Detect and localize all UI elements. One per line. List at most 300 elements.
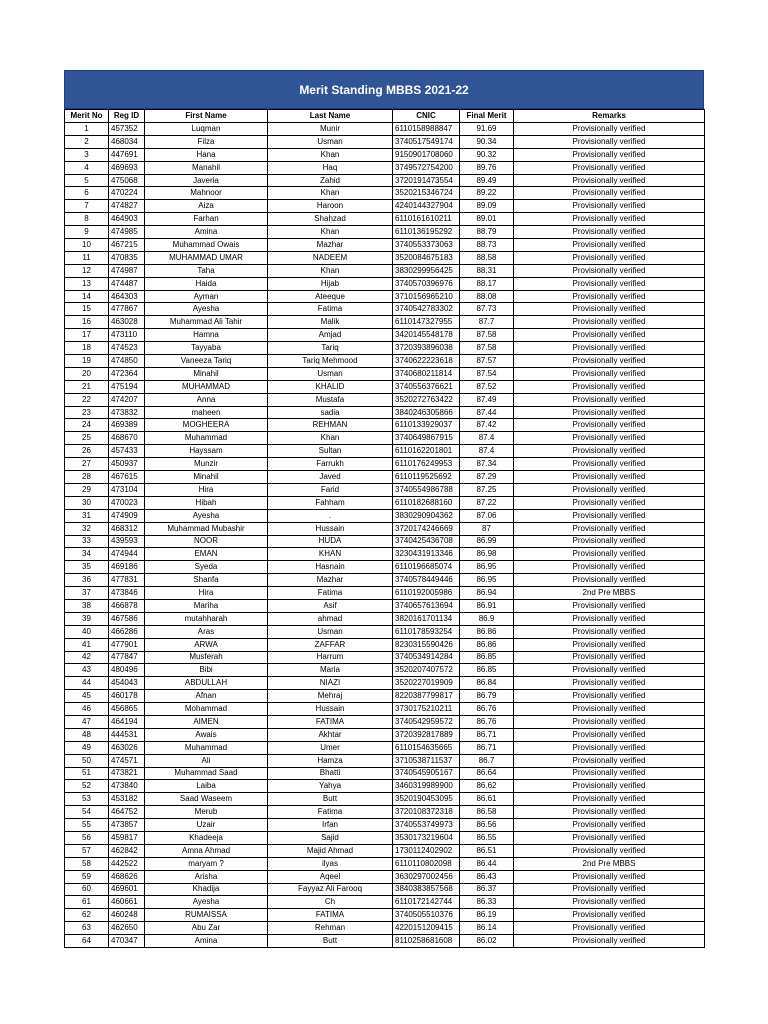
merit-no-cell: 54 (65, 806, 109, 819)
remarks-cell: Provisionally verified (514, 638, 705, 651)
last-name-cell: FATIMA (268, 715, 393, 728)
cnic-cell: 6110196685074 (393, 561, 460, 574)
reg-id-cell: 473110 (109, 329, 145, 342)
final-merit-cell: 86.94 (460, 587, 514, 600)
first-name-cell: Minahil (145, 367, 268, 380)
final-merit-cell: 87.25 (460, 483, 514, 496)
remarks-cell: Provisionally verified (514, 574, 705, 587)
first-name-cell: Awais (145, 728, 268, 741)
remarks-cell: Provisionally verified (514, 161, 705, 174)
remarks-cell: Provisionally verified (514, 548, 705, 561)
reg-id-cell: 470224 (109, 187, 145, 200)
cnic-cell: 3740542783302 (393, 303, 460, 316)
remarks-cell: Provisionally verified (514, 432, 705, 445)
remarks-cell: Provisionally verified (514, 728, 705, 741)
merit-no-cell: 30 (65, 496, 109, 509)
last-name-cell: Fatima (268, 806, 393, 819)
reg-id-cell: 474207 (109, 393, 145, 406)
merit-no-cell: 16 (65, 316, 109, 329)
reg-id-cell: 469693 (109, 161, 145, 174)
first-name-cell: Filza (145, 135, 268, 148)
first-name-cell: Muhammad (145, 741, 268, 754)
table-row (65, 767, 705, 780)
merit-no-cell: 3 (65, 148, 109, 161)
reg-id-cell: 474827 (109, 200, 145, 213)
table-row (65, 290, 705, 303)
reg-id-cell: 460248 (109, 909, 145, 922)
first-name-cell: EMAN (145, 548, 268, 561)
final-merit-cell: 88.58 (460, 251, 514, 264)
table-row (65, 161, 705, 174)
last-name-cell: Farrukh (268, 458, 393, 471)
cnic-cell: 3740657613694 (393, 599, 460, 612)
remarks-cell: Provisionally verified (514, 213, 705, 226)
final-merit-cell: 87.49 (460, 393, 514, 406)
table-row (65, 638, 705, 651)
reg-id-cell: 468626 (109, 870, 145, 883)
final-merit-cell: 88.73 (460, 239, 514, 252)
first-name-cell: Muhammad Owais (145, 239, 268, 252)
cnic-cell: 3740534914284 (393, 651, 460, 664)
merit-no-cell: 10 (65, 239, 109, 252)
last-name-cell: Irfan (268, 819, 393, 832)
merit-no-cell: 45 (65, 690, 109, 703)
table-row (65, 316, 705, 329)
table-row (65, 200, 705, 213)
table-row (65, 819, 705, 832)
final-merit-cell: 87.52 (460, 380, 514, 393)
cnic-cell: 3520084675183 (393, 251, 460, 264)
reg-id-cell: 470835 (109, 251, 145, 264)
sheet-title: Merit Standing MBBS 2021-22 (64, 70, 704, 109)
cnic-cell: 3820161701134 (393, 612, 460, 625)
final-merit-cell: 87.42 (460, 419, 514, 432)
reg-id-cell: 454043 (109, 677, 145, 690)
last-name-cell: Hasnain (268, 561, 393, 574)
remarks-cell: Provisionally verified (514, 935, 705, 948)
final-merit-cell: 88.08 (460, 290, 514, 303)
last-name-cell: Asif (268, 599, 393, 612)
first-name-cell: Hayssam (145, 445, 268, 458)
table-row (65, 831, 705, 844)
last-name-cell: Haroon (268, 200, 393, 213)
remarks-cell: Provisionally verified (514, 780, 705, 793)
cnic-cell: 3460319989900 (393, 780, 460, 793)
reg-id-cell: 469601 (109, 883, 145, 896)
merit-no-cell: 17 (65, 329, 109, 342)
final-merit-cell: 87.7 (460, 316, 514, 329)
table-row (65, 135, 705, 148)
reg-id-cell: 460178 (109, 690, 145, 703)
cnic-cell: 6110182688160 (393, 496, 460, 509)
remarks-cell: Provisionally verified (514, 819, 705, 832)
header-row (65, 110, 705, 123)
table-row (65, 445, 705, 458)
remarks-cell: Provisionally verified (514, 715, 705, 728)
reg-id-cell: 477831 (109, 574, 145, 587)
final-merit-cell: 87.73 (460, 303, 514, 316)
final-merit-cell: 86.99 (460, 535, 514, 548)
final-merit-cell: 86.71 (460, 741, 514, 754)
last-name-cell: NADEEM (268, 251, 393, 264)
first-name-cell: Tayyaba (145, 342, 268, 355)
table-row (65, 728, 705, 741)
first-name-cell: Mahnoor (145, 187, 268, 200)
final-merit-cell: 86.86 (460, 638, 514, 651)
last-name-cell: Usman (268, 367, 393, 380)
merit-no-cell: 14 (65, 290, 109, 303)
remarks-cell: Provisionally verified (514, 896, 705, 909)
header-first-name: First Name (145, 110, 268, 123)
merit-no-cell: 21 (65, 380, 109, 393)
reg-id-cell: 457352 (109, 123, 145, 136)
reg-id-cell: 477901 (109, 638, 145, 651)
final-merit-cell: 88.17 (460, 277, 514, 290)
first-name-cell: Minahil (145, 471, 268, 484)
merit-no-cell: 61 (65, 896, 109, 909)
reg-id-cell: 469186 (109, 561, 145, 574)
merit-no-cell: 41 (65, 638, 109, 651)
reg-id-cell: 464752 (109, 806, 145, 819)
remarks-cell: Provisionally verified (514, 342, 705, 355)
header-reg-id: Reg ID (109, 110, 145, 123)
cnic-cell: 6110136195292 (393, 226, 460, 239)
remarks-cell: Provisionally verified (514, 806, 705, 819)
cnic-cell: 6110178593254 (393, 625, 460, 638)
first-name-cell: MUHAMMAD UMAR (145, 251, 268, 264)
cnic-cell: 8220387799817 (393, 690, 460, 703)
remarks-cell: Provisionally verified (514, 625, 705, 638)
reg-id-cell: 473832 (109, 406, 145, 419)
cnic-cell: 3720174246669 (393, 522, 460, 535)
reg-id-cell: 450937 (109, 458, 145, 471)
reg-id-cell: 468670 (109, 432, 145, 445)
remarks-cell: Provisionally verified (514, 419, 705, 432)
table-row (65, 483, 705, 496)
reg-id-cell: 472364 (109, 367, 145, 380)
first-name-cell: Ayesha (145, 896, 268, 909)
table-row (65, 187, 705, 200)
table-row (65, 703, 705, 716)
cnic-cell: 3740578449446 (393, 574, 460, 587)
cnic-cell: 6110162201801 (393, 445, 460, 458)
cnic-cell: 3740545905167 (393, 767, 460, 780)
table-row (65, 664, 705, 677)
last-name-cell: Hussain (268, 703, 393, 716)
table-row (65, 922, 705, 935)
reg-id-cell: 469389 (109, 419, 145, 432)
table-row (65, 329, 705, 342)
final-merit-cell: 86.85 (460, 664, 514, 677)
cnic-cell: 3740505510376 (393, 909, 460, 922)
reg-id-cell: 475194 (109, 380, 145, 393)
table-body (65, 123, 705, 948)
table-row (65, 303, 705, 316)
last-name-cell: Fatima (268, 303, 393, 316)
first-name-cell: NOOR (145, 535, 268, 548)
merit-no-cell: 49 (65, 741, 109, 754)
last-name-cell: Shahzad (268, 213, 393, 226)
last-name-cell: Khan (268, 187, 393, 200)
merit-no-cell: 59 (65, 870, 109, 883)
remarks-cell: Provisionally verified (514, 355, 705, 368)
last-name-cell: Butt (268, 935, 393, 948)
cnic-cell: 3730175210211 (393, 703, 460, 716)
table-row (65, 239, 705, 252)
remarks-cell: Provisionally verified (514, 496, 705, 509)
remarks-cell: Provisionally verified (514, 612, 705, 625)
merit-no-cell: 46 (65, 703, 109, 716)
merit-no-cell: 23 (65, 406, 109, 419)
merit-no-cell: 38 (65, 599, 109, 612)
last-name-cell: ZAFFAR (268, 638, 393, 651)
first-name-cell: Luqman (145, 123, 268, 136)
table-row (65, 471, 705, 484)
cnic-cell: 6110161610211 (393, 213, 460, 226)
merit-no-cell: 36 (65, 574, 109, 587)
final-merit-cell: 86.79 (460, 690, 514, 703)
merit-no-cell: 58 (65, 857, 109, 870)
reg-id-cell: 444531 (109, 728, 145, 741)
merit-no-cell: 52 (65, 780, 109, 793)
cnic-cell: 3520227019909 (393, 677, 460, 690)
merit-no-cell: 35 (65, 561, 109, 574)
first-name-cell: Muhammad Mubashir (145, 522, 268, 535)
last-name-cell: Munir (268, 123, 393, 136)
final-merit-cell: 87.58 (460, 342, 514, 355)
merit-no-cell: 64 (65, 935, 109, 948)
table-row (65, 213, 705, 226)
remarks-cell: Provisionally verified (514, 870, 705, 883)
final-merit-cell: 86.95 (460, 574, 514, 587)
merit-no-cell: 48 (65, 728, 109, 741)
reg-id-cell: 460661 (109, 896, 145, 909)
first-name-cell: Muhammad Ali Tahir (145, 316, 268, 329)
final-merit-cell: 88.79 (460, 226, 514, 239)
cnic-cell: 3840383857568 (393, 883, 460, 896)
final-merit-cell: 86.84 (460, 677, 514, 690)
table-row (65, 548, 705, 561)
table-row (65, 870, 705, 883)
last-name-cell: Majid Ahmad (268, 844, 393, 857)
final-merit-cell: 86.19 (460, 909, 514, 922)
merit-no-cell: 34 (65, 548, 109, 561)
reg-id-cell: 453182 (109, 793, 145, 806)
last-name-cell: Ch (268, 896, 393, 909)
cnic-cell: 3520272763422 (393, 393, 460, 406)
reg-id-cell: 473857 (109, 819, 145, 832)
reg-id-cell: 467215 (109, 239, 145, 252)
final-merit-cell: 86.37 (460, 883, 514, 896)
final-merit-cell: 89.49 (460, 174, 514, 187)
reg-id-cell: 473840 (109, 780, 145, 793)
reg-id-cell: 462650 (109, 922, 145, 935)
final-merit-cell: 86.51 (460, 844, 514, 857)
reg-id-cell: 457433 (109, 445, 145, 458)
remarks-cell: Provisionally verified (514, 329, 705, 342)
cnic-cell: 3740649867915 (393, 432, 460, 445)
remarks-cell: Provisionally verified (514, 703, 705, 716)
last-name-cell: ahmad (268, 612, 393, 625)
reg-id-cell: 459817 (109, 831, 145, 844)
reg-id-cell: 474523 (109, 342, 145, 355)
remarks-cell: Provisionally verified (514, 522, 705, 535)
last-name-cell: . (268, 509, 393, 522)
reg-id-cell: 464303 (109, 290, 145, 303)
merit-no-cell: 29 (65, 483, 109, 496)
merit-sheet (64, 70, 704, 948)
cnic-cell: 3830290904362 (393, 509, 460, 522)
final-merit-cell: 89.09 (460, 200, 514, 213)
last-name-cell: Khan (268, 264, 393, 277)
first-name-cell: Khadija (145, 883, 268, 896)
first-name-cell: Laiba (145, 780, 268, 793)
first-name-cell: Taha (145, 264, 268, 277)
merit-no-cell: 63 (65, 922, 109, 935)
remarks-cell: Provisionally verified (514, 741, 705, 754)
last-name-cell: Khan (268, 432, 393, 445)
last-name-cell: Umer (268, 741, 393, 754)
merit-no-cell: 28 (65, 471, 109, 484)
merit-no-cell: 40 (65, 625, 109, 638)
final-merit-cell: 89.76 (460, 161, 514, 174)
last-name-cell: Fahham (268, 496, 393, 509)
final-merit-cell: 87.44 (460, 406, 514, 419)
reg-id-cell: 439593 (109, 535, 145, 548)
header-last-name: Last Name (268, 110, 393, 123)
cnic-cell: 6110110802098 (393, 857, 460, 870)
cnic-cell: 3740542959572 (393, 715, 460, 728)
header-final-merit: Final Merit (460, 110, 514, 123)
reg-id-cell: 473104 (109, 483, 145, 496)
remarks-cell: Provisionally verified (514, 123, 705, 136)
first-name-cell: Shanfa (145, 574, 268, 587)
remarks-cell: Provisionally verified (514, 754, 705, 767)
remarks-cell: Provisionally verified (514, 664, 705, 677)
cnic-cell: 6110154635665 (393, 741, 460, 754)
remarks-cell: Provisionally verified (514, 380, 705, 393)
remarks-cell: Provisionally verified (514, 135, 705, 148)
cnic-cell: 3740425436708 (393, 535, 460, 548)
remarks-cell: Provisionally verified (514, 226, 705, 239)
table-row (65, 367, 705, 380)
cnic-cell: 3740517549174 (393, 135, 460, 148)
cnic-cell: 6110172142744 (393, 896, 460, 909)
first-name-cell: Mohammad (145, 703, 268, 716)
final-merit-cell: 86.95 (460, 561, 514, 574)
table-row (65, 496, 705, 509)
reg-id-cell: 468312 (109, 522, 145, 535)
final-merit-cell: 86.76 (460, 703, 514, 716)
table-row (65, 432, 705, 445)
remarks-cell: Provisionally verified (514, 677, 705, 690)
reg-id-cell: 467615 (109, 471, 145, 484)
reg-id-cell: 474985 (109, 226, 145, 239)
final-merit-cell: 86.58 (460, 806, 514, 819)
cnic-cell: 3520190453095 (393, 793, 460, 806)
last-name-cell: Fatima (268, 587, 393, 600)
remarks-cell: Provisionally verified (514, 264, 705, 277)
final-merit-cell: 86.76 (460, 715, 514, 728)
final-merit-cell: 88.31 (460, 264, 514, 277)
merit-no-cell: 33 (65, 535, 109, 548)
last-name-cell: Mustafa (268, 393, 393, 406)
final-merit-cell: 91.69 (460, 123, 514, 136)
last-name-cell: Zahid (268, 174, 393, 187)
merit-no-cell: 25 (65, 432, 109, 445)
remarks-cell: Provisionally verified (514, 509, 705, 522)
final-merit-cell: 86.9 (460, 612, 514, 625)
reg-id-cell: 468034 (109, 135, 145, 148)
first-name-cell: Muhammad (145, 432, 268, 445)
reg-id-cell: 470023 (109, 496, 145, 509)
cnic-cell: 3420145548178 (393, 329, 460, 342)
last-name-cell: Hamza (268, 754, 393, 767)
first-name-cell: Hamna (145, 329, 268, 342)
first-name-cell: maryam ? (145, 857, 268, 870)
final-merit-cell: 87.58 (460, 329, 514, 342)
last-name-cell: Sajid (268, 831, 393, 844)
table-row (65, 277, 705, 290)
remarks-cell: Provisionally verified (514, 174, 705, 187)
last-name-cell: FATIMA (268, 909, 393, 922)
final-merit-cell: 86.43 (460, 870, 514, 883)
table-row (65, 419, 705, 432)
merit-no-cell: 18 (65, 342, 109, 355)
remarks-cell: Provisionally verified (514, 535, 705, 548)
merit-no-cell: 50 (65, 754, 109, 767)
first-name-cell: Vaneeza Tariq (145, 355, 268, 368)
merit-no-cell: 51 (65, 767, 109, 780)
table-row (65, 677, 705, 690)
last-name-cell: Mehraj (268, 690, 393, 703)
first-name-cell: AIMEN (145, 715, 268, 728)
merit-no-cell: 31 (65, 509, 109, 522)
final-merit-cell: 87.4 (460, 432, 514, 445)
remarks-cell: Provisionally verified (514, 445, 705, 458)
table-row (65, 380, 705, 393)
last-name-cell: KHALID (268, 380, 393, 393)
reg-id-cell: 474987 (109, 264, 145, 277)
cnic-cell: 4240144327904 (393, 200, 460, 213)
cnic-cell: 3720393896038 (393, 342, 460, 355)
remarks-cell: Provisionally verified (514, 290, 705, 303)
table-row (65, 599, 705, 612)
cnic-cell: 3740553749973 (393, 819, 460, 832)
merit-table (64, 109, 705, 948)
cnic-cell: 6110176249953 (393, 458, 460, 471)
header-cnic: CNIC (393, 110, 460, 123)
remarks-cell: Provisionally verified (514, 690, 705, 703)
last-name-cell: NIAZI (268, 677, 393, 690)
merit-no-cell: 37 (65, 587, 109, 600)
merit-no-cell: 32 (65, 522, 109, 535)
cnic-cell: 3740553373063 (393, 239, 460, 252)
cnic-cell: 3740570396976 (393, 277, 460, 290)
reg-id-cell: 474909 (109, 509, 145, 522)
remarks-cell: Provisionally verified (514, 651, 705, 664)
first-name-cell: Hibah (145, 496, 268, 509)
final-merit-cell: 90.34 (460, 135, 514, 148)
final-merit-cell: 87 (460, 522, 514, 535)
cnic-cell: 3740680211814 (393, 367, 460, 380)
remarks-cell: Provisionally verified (514, 251, 705, 264)
last-name-cell: Hijab (268, 277, 393, 290)
remarks-cell: Provisionally verified (514, 471, 705, 484)
cnic-cell: 6110119525692 (393, 471, 460, 484)
remarks-cell: Provisionally verified (514, 483, 705, 496)
first-name-cell: Aras (145, 625, 268, 638)
